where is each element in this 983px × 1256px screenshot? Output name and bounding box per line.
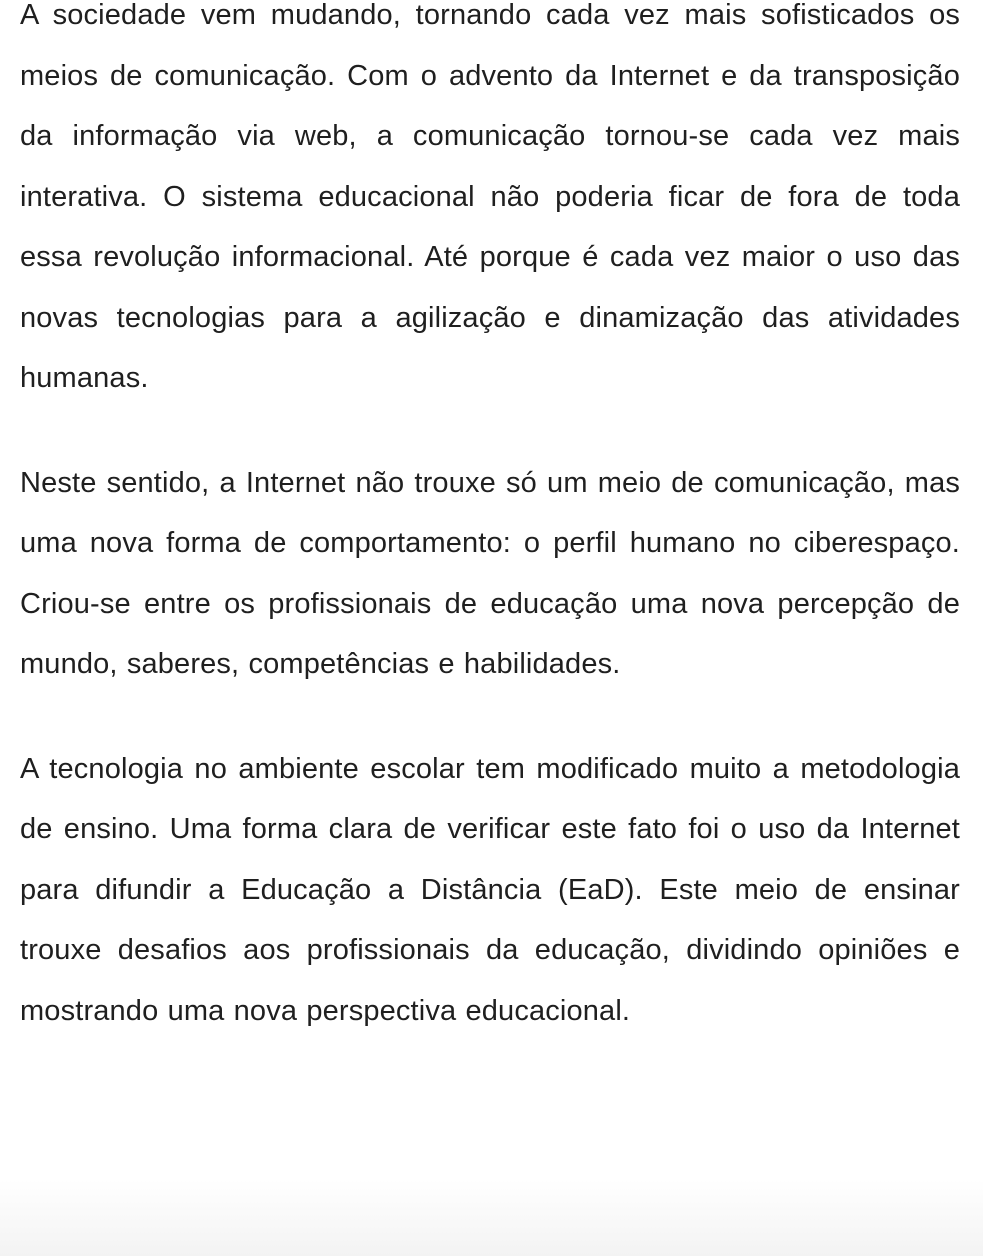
article-body [20,0,960,1041]
paragraph-society-communication: A sociedade vem mudando, tornando cada vez mais sofisticados os meios de comunicação. Com o advento da Internet e da transposição da informação via web, a comunicação tornou-se cada vez mais interativa. O sistema educacional não poderia ficar de fora de toda essa revolução informacional. Até porque é cada vez maior o uso das novas tecnologias para a agilização e dinamização das atividades humanas. [20,0,960,394]
paragraph-internet-behavior: Neste sentido, a Internet não trouxe só um meio de comunicação, mas uma nova forma de comportamento: o perfil humano no ciberespaço. Criou-se entre os profissionais de educação uma nova percepção de mundo, saberes, competências e habilidades. [20,466,960,680]
paragraph-school-technology: A tecnologia no ambiente escolar tem modificado muito a metodologia de ensino. Uma forma clara de verificar este fato foi o uso da Internet para difundir a Educação a Distância (EaD). Este meio de ensinar trouxe desafios aos profissionais da educação, dividindo opiniões e mostrando uma nova perspectiva educacional. [20,752,960,1027]
